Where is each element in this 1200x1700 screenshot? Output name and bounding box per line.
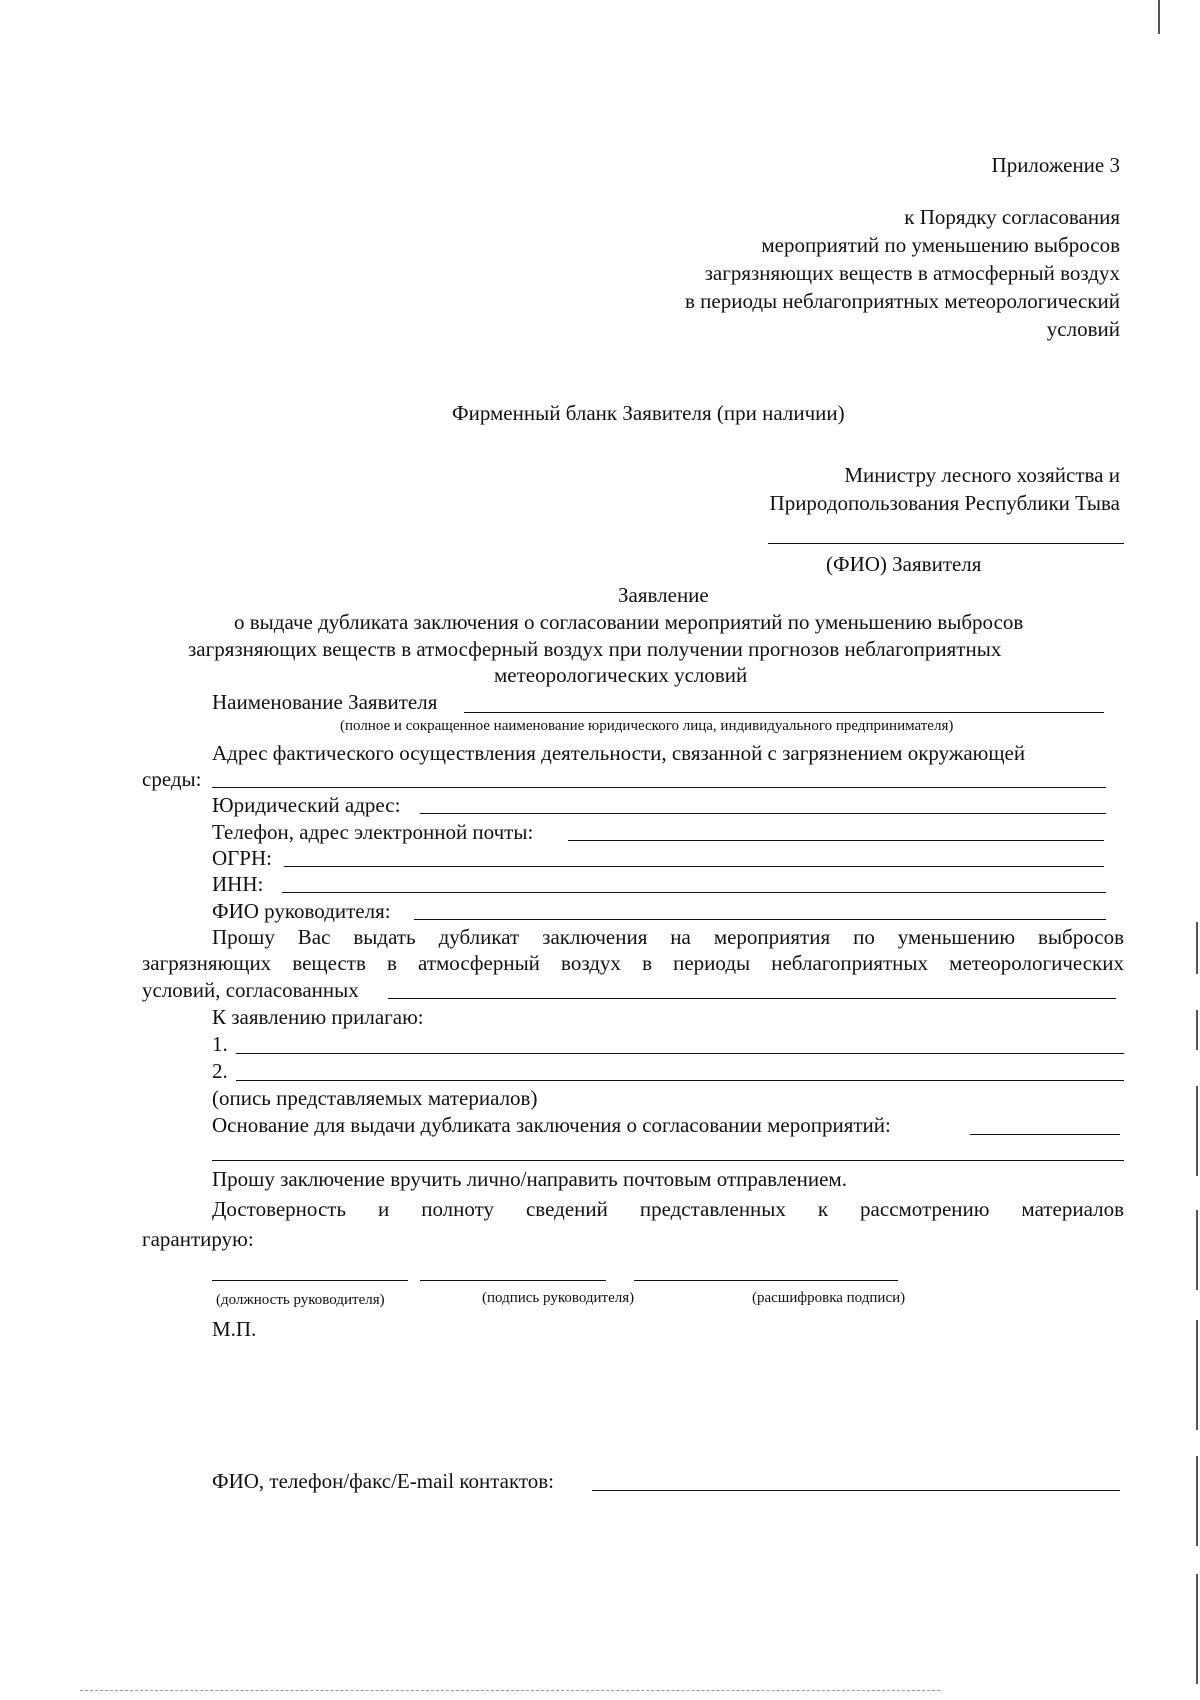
contacts-line[interactable] [592,1490,1120,1491]
request-line-2: загрязняющих веществ в атмосферный воздух в периоды неблагоприятных метеорологических [142,951,1124,975]
scan-edge-mark [1196,1456,1198,1546]
phone-email-line[interactable] [568,840,1104,841]
activity-address-label: Адрес фактического осуществления деятельности, связанной с загрязнением окружающей [212,741,1026,765]
title-line-3: метеорологических условий [494,663,748,687]
order-line-2: мероприятий по уменьшению выбросов [761,233,1120,257]
guarantee-line-2: гарантирую: [142,1227,254,1251]
scan-edge-mark [1196,1010,1198,1050]
order-line-3: загрязняющих веществ в атмосферный воздух [704,261,1120,285]
letterhead-note: Фирменный бланк Заявителя (при наличии) [452,401,845,425]
legal-address-label: Юридический адрес: [212,793,401,817]
phone-email-label: Телефон, адрес электронной почты: [212,820,534,844]
inn-label: ИНН: [212,872,264,896]
basis-label: Основание для выдачи дубликата заключения о согласовании мероприятий: [212,1113,891,1137]
inn-line[interactable] [282,892,1106,893]
order-line-4: в периоды неблагоприятных метеорологический [685,289,1120,313]
ogrn-label: ОГРН: [212,846,272,870]
attachment-item-1-line[interactable] [236,1053,1124,1054]
addressee-line-1: Министру лесного хозяйства и [844,463,1120,487]
applicant-name-line[interactable] [464,712,1104,713]
activity-address-label-2: среды: [142,767,202,791]
attachment-item-2-line[interactable] [236,1080,1124,1081]
title-line-2: загрязняющих веществ в атмосферный воздух при получении прогнозов неблагоприятных [188,637,1002,661]
legal-address-line[interactable] [420,813,1106,814]
decoding-signature-line[interactable] [634,1280,898,1281]
document-title: Заявление [618,583,709,607]
basis-line-1[interactable] [970,1134,1120,1135]
delivery-method: Прошу заключение вручить лично/направить почтовым отправлением. [212,1167,847,1191]
order-line-1: к Порядку согласования [904,205,1120,229]
approved-by-line[interactable] [388,998,1116,999]
applicant-name-hint: (полное и сокращенное наименование юридического лица, индивидуального предпринимателя) [340,718,954,734]
attachment-item-2-number: 2. [212,1059,228,1083]
head-fio-line[interactable] [414,919,1106,920]
order-line-5: условий [1046,317,1120,341]
basis-line-2[interactable] [212,1160,1124,1161]
contacts-label: ФИО, телефон/факс/E-mail контактов: [212,1469,555,1493]
position-hint: (должность руководителя) [216,1292,385,1308]
stamp-place: М.П. [212,1317,257,1341]
scan-edge-mark [1196,1320,1198,1430]
decoding-hint: (расшифровка подписи) [752,1290,906,1306]
signature-hint: (подпись руководителя) [482,1290,635,1306]
activity-address-line[interactable] [212,787,1106,788]
scan-edge-mark [1158,0,1160,34]
scan-edge-mark [1196,1210,1198,1290]
request-line-3: условий, согласованных [142,978,359,1002]
scan-bottom-mark [80,1690,940,1691]
signature-line[interactable] [420,1280,606,1281]
guarantee-line-1: Достоверность и полноту сведений представленных к рассмотрению материалов [212,1197,1124,1221]
request-line-1: Прошу Вас выдать дубликат заключения на мероприятия по уменьшению выбросов [212,925,1124,949]
position-signature-line[interactable] [212,1280,408,1281]
title-line-1: о выдаче дубликата заключения о согласовании мероприятий по уменьшению выбросов [234,610,1024,634]
scan-edge-mark [1196,1086,1198,1176]
scan-edge-mark [1196,922,1198,974]
head-fio-label: ФИО руководителя: [212,899,391,923]
scan-edge-mark [1196,1574,1198,1684]
applicant-fio-line[interactable] [768,543,1124,544]
attachments-label: К заявлению прилагаю: [212,1005,424,1029]
attachments-hint: (опись представляемых материалов) [212,1086,538,1110]
attachment-item-1-number: 1. [212,1032,228,1056]
applicant-fio-label: (ФИО) Заявителя [826,552,982,576]
addressee-line-2: Природопользования Республики Тыва [769,491,1120,515]
ogrn-line[interactable] [284,866,1104,867]
applicant-name-label: Наименование Заявителя [212,690,438,714]
appendix-number: Приложение 3 [991,153,1120,177]
